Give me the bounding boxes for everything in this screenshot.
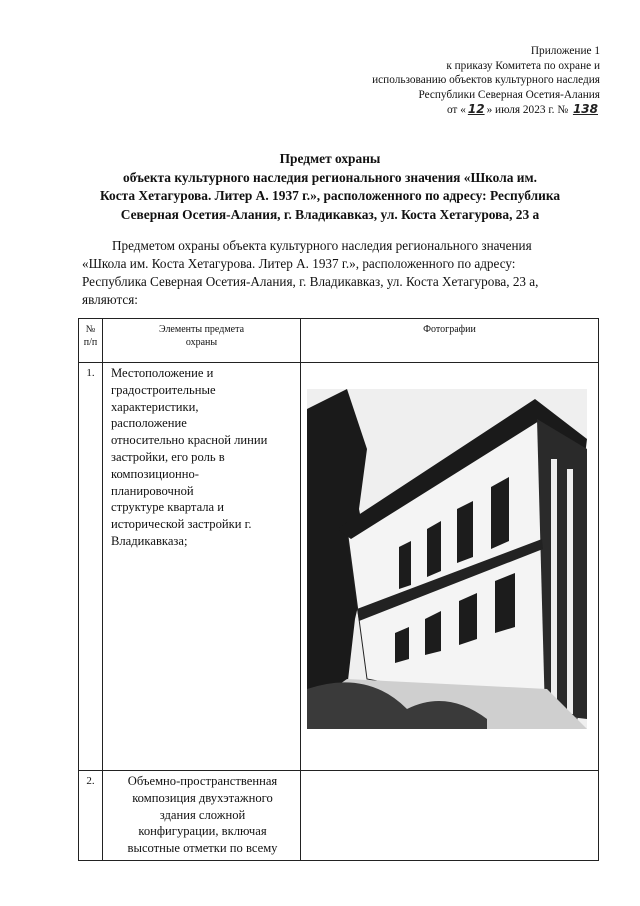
row-1-line: относительно красной линии [111,433,268,448]
row-1-line: застройки, его роль в [111,449,225,464]
intro-line-1: Предметом охраны объекта культурного наследия регионального значения [112,238,532,253]
intro-line-4: являются: [82,292,138,307]
photo-side-wing [537,419,587,719]
row-2-line: здания сложной [159,807,246,822]
row-2-line: высотные отметки по всему [127,841,278,856]
appendix-date-line [300,102,600,118]
row-1-photo-cell [301,363,599,771]
protection-items-table [78,318,599,861]
intro-line-2: «Школа им. Коста Хетагурова. Литер А. 1937 г.», расположенного по адресу: [82,256,516,271]
row-1-line: Местоположение и [111,366,214,380]
title-line-4: Северная Осетия-Алания, г. Владикавказ, ул. Коста Хетагурова, 23 а [120,206,540,222]
header-elements [103,319,301,363]
order-number-handwritten: 138 [572,102,598,117]
row-1-line: расположение [111,416,187,431]
title-line-3: Коста Хетагурова. Литер А. 1937 г.», расположенного по адресу: Республика [99,188,561,204]
row-1-line: планировочной [111,483,194,498]
row-1-line: структуре квартала и [111,500,225,515]
title-line-1: Предмет охраны [279,151,381,166]
intro-paragraph [82,237,596,309]
intro-line-3: Республика Северная Осетия-Алания, г. Владикавказ, ул. Коста Хетагурова, 23 а, [82,274,539,289]
document-title [60,150,600,224]
row-1-line: Владикавказа; [111,533,188,548]
row-1-elements [103,363,301,771]
header-photos [301,319,599,363]
header-num [79,319,103,363]
row-1-line: композиционно- [111,466,200,481]
row-1-number: 1. [79,363,103,771]
building-photo [307,389,587,729]
date-prefix: от « [446,104,466,117]
title-line-2: объекта культурного наследия регионального значения «Школа им. [123,169,537,185]
appendix-block [300,44,600,118]
table-row [79,363,599,771]
date-day-handwritten: 12 [467,102,485,117]
row-2-photo-cell [301,771,599,861]
date-suffix: » июля 2023 г. № [486,104,569,117]
header-photos-label: Фотографии [423,324,476,335]
appendix-line-4: Республики Северная Осетия-Алания [418,88,600,101]
header-elements-line-2: охраны [185,337,218,348]
row-1-line: характеристики, [111,399,199,414]
row-1-line: исторической застройки г. [111,517,252,532]
header-num-line-1: № [85,324,96,335]
appendix-line-2: к приказу Комитета по охране и [446,59,600,72]
row-2-line: конфигурации, включая [138,824,267,839]
row-1-line: градостроительные [111,382,216,397]
header-elements-line-1: Элементы предмета [158,324,245,335]
header-num-line-2: п/п [83,337,98,348]
row-2-line: композиция двухэтажного [132,790,273,805]
appendix-line-1: Приложение 1 [530,45,600,57]
appendix-line-3: использованию объектов культурного наследия [372,74,600,87]
row-2-elements [103,771,301,861]
row-2-line: Объемно-пространственная [127,774,278,788]
table-row [79,771,599,861]
table-header-row [79,319,599,363]
row-2-number: 2. [79,771,103,861]
